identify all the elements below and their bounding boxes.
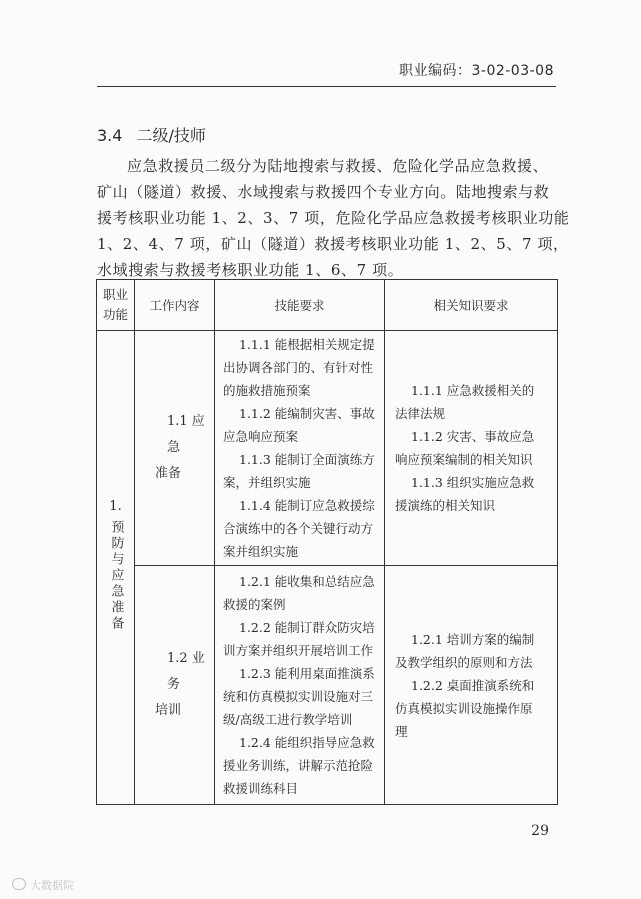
skill-line: 出协调各部门的、有针对性: [223, 360, 374, 375]
knowledge-line: 援演练的相关知识: [395, 498, 496, 513]
knowledge-line: 及教学组织的原则和方法: [395, 654, 533, 670]
page-number: 29: [531, 823, 549, 839]
occupation-code: 职业编码：3-02-03-08: [398, 63, 554, 79]
header-function-line1: 职业: [102, 287, 128, 302]
intro-line: 1、2、4、7 项，矿山（隧道）救援考核职业功能 1、2、5、7 项，: [97, 235, 569, 253]
intro-line: 水域搜索与救援考核职业功能 1、6、7 项。: [97, 261, 404, 279]
skill-line: 1.2.2 能制订群众防灾培: [239, 620, 375, 635]
header-function-line2: 功能: [102, 307, 128, 322]
skill-line: 合演练中的各个关键行动方: [223, 521, 374, 536]
work-line: 培训: [155, 703, 182, 718]
skill-cell: [215, 331, 385, 566]
skill-line: 1.2.3 能利用桌面推演系: [239, 666, 375, 681]
skill-line: 统和仿真模拟实训设施对三: [223, 689, 374, 704]
knowledge-line: 响应预案编制的相关知识: [395, 452, 533, 467]
section-heading: [97, 123, 206, 146]
skill-line: 训方案并组织开展培训工作: [223, 643, 374, 658]
knowledge-line: 1.2.1 培训方案的编制: [411, 631, 535, 647]
skills-table: [96, 279, 558, 805]
work-line: 1.2 业务: [167, 651, 205, 692]
knowledge-line: 1.1.1 应急救援相关的: [411, 383, 535, 398]
function-number: 1.: [109, 499, 122, 514]
skill-line: 1.2.1 能收集和总结应急: [239, 574, 375, 589]
intro-line: 矿山（隧道）救援、水域搜索与救援四个专业方向。陆地搜索与救: [97, 183, 550, 201]
skill-line: 救援的案例: [223, 597, 286, 612]
intro-line: 援考核职业功能 1、2、3、7 项，危险化学品应急救援考核职业功能: [97, 209, 570, 227]
intro-paragraph: [97, 153, 570, 283]
header-knowledge: 相关知识要求: [385, 280, 558, 331]
function-cell: [97, 331, 135, 805]
knowledge-line: 1.1.2 灾害、事故应急: [411, 429, 535, 444]
knowledge-line: 1.1.3 组织实施应急救: [411, 475, 535, 490]
knowledge-line: 理: [395, 723, 408, 739]
skill-line: 应急响应预案: [223, 429, 299, 444]
skill-line: 级/高级工进行教学培训: [223, 712, 353, 727]
table-header-row: [97, 280, 558, 331]
watermark-text: 大数据院: [30, 879, 74, 892]
watermark: [12, 877, 74, 893]
function-name: 预防与应急准备: [108, 520, 124, 632]
skill-line: 案并组织实施: [223, 544, 299, 559]
skill-line: 1.1.3 能制订全面演练方: [239, 452, 375, 467]
knowledge-line: 仿真模拟实训设施操作原: [395, 700, 533, 716]
table-row: [97, 331, 558, 566]
work-line: 准备: [155, 466, 182, 481]
section-title: 二级/技师: [136, 126, 206, 145]
work-cell: [135, 331, 215, 566]
skill-cell: [215, 566, 385, 805]
knowledge-cell: [385, 566, 558, 805]
skill-line: 1.1.1 能根据相关规定提: [239, 337, 375, 352]
skill-line: 援业务训练，讲解示范抢险: [223, 758, 374, 773]
skill-line: 救援训练科目: [223, 781, 299, 796]
skill-line: 1.1.2 能编制灾害、事故: [239, 406, 375, 421]
knowledge-line: 法律法规: [395, 406, 446, 421]
skill-line: 的施救措施预案: [223, 383, 311, 398]
work-cell: [135, 566, 215, 805]
header-function: [97, 280, 135, 331]
section-number: 3.4: [97, 126, 123, 145]
watermark-logo-icon: [12, 878, 26, 890]
header-rule: [97, 86, 556, 87]
skill-line: 案，并组织实施: [223, 475, 311, 490]
work-line: 1.1 应急: [167, 414, 205, 455]
table-row: [97, 566, 558, 805]
header-skill: 技能要求: [215, 280, 385, 331]
header-work: 工作内容: [135, 280, 215, 331]
skill-line: 1.2.4 能组织指导应急救: [239, 735, 375, 750]
knowledge-cell: [385, 331, 558, 566]
intro-line: 应急救援员二级分为陆地搜索与救援、危险化学品应急救援、: [127, 157, 549, 175]
knowledge-line: 1.2.2 桌面推演系统和: [411, 677, 535, 693]
skill-line: 1.1.4 能制订应急救援综: [239, 498, 375, 513]
